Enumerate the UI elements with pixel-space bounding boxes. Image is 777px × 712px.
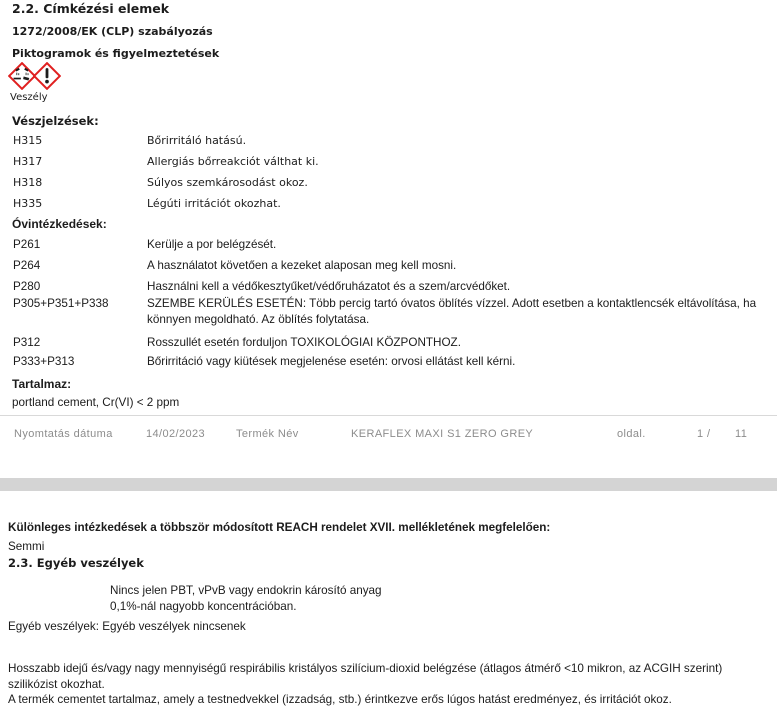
hazard-text: Bőrirritáló hatású. [147, 134, 247, 147]
hazard-text: Súlyos szemkárosodást okoz. [147, 176, 308, 189]
footer-product-name: KERAFLEX MAXI S1 ZERO GREY [351, 428, 534, 440]
contains-heading: Tartalmaz: [12, 377, 72, 391]
hazard-text: Allergiás bőrreakciót válthat ki. [147, 155, 319, 168]
silica-warning-paragraph: Hosszabb idejű és/vagy nagy mennyiségű respirábilis kristályos szilícium-dioxid belégzése (átlagos átmérő <10 mikron, az ACGIH szerint) szilikózist okozhat. [8, 662, 723, 691]
other-hazards-line: Egyéb veszélyek: Egyéb veszélyek nincsenek [8, 620, 246, 633]
ghs07-exclamation-icon [33, 62, 61, 90]
ghs-pictograms [8, 62, 68, 90]
hazard-code: H315 [13, 134, 43, 147]
reach-annex-heading: Különleges intézkedések a többször módosított REACH rendelet XVII. mellékletének megfelelően: [8, 521, 551, 534]
hazard-text: Légúti irritációt okozhat. [147, 197, 281, 210]
precaution-code: P264 [13, 259, 41, 272]
pictograms-heading: Piktogramok és figyelmeztetések [12, 47, 220, 60]
precaution-text: SZEMBE KERÜLÉS ESETÉN: Több percig tartó óvatos öblítés vízzel. Adott esetben a kontaktlencsék eltávolítása, ha könnyen megoldható. Az öblítés folytatása. [147, 297, 757, 326]
page-separator-band [0, 478, 777, 491]
precaution-code: P305+P351+P338 [13, 297, 109, 310]
precaution-code: P333+P313 [13, 355, 75, 368]
precaution-text: Használni kell a védőkesztyűket/védőruházatot és a szem/arcvédőket. [147, 280, 511, 293]
precaution-text: Bőrirritáció vagy kiütések megjelenése esetén: orvosi ellátást kell kérni. [147, 355, 516, 368]
footer-page-total: 11 [735, 428, 748, 440]
precaution-code: P280 [13, 280, 41, 293]
footer-divider [0, 415, 777, 416]
pbt-line-1: Nincs jelen PBT, vPvB vagy endokrin károsító anyag [110, 584, 382, 597]
footer-print-date-value: 14/02/2023 [146, 428, 206, 440]
ghs05-corrosion-icon [8, 62, 36, 90]
section-2-3-title: 2.3. Egyéb veszélyek [8, 556, 144, 570]
precaution-code: P261 [13, 238, 41, 251]
hazard-code: H318 [13, 176, 43, 189]
precaution-text: A használatot követően a kezeket alaposan meg kell mosni. [147, 259, 457, 272]
hazard-code: H317 [13, 155, 43, 168]
cement-warning-paragraph: A termék cementet tartalmaz, amely a testnedvekkel (izzadság, stb.) érintkezve erős lúgos hatást eredményez, és irritációt okoz. [8, 693, 672, 706]
precaution-text: Rosszullét esetén forduljon TOXIKOLÓGIAI KÖZPONTHOZ. [147, 336, 461, 349]
reach-annex-value: Semmi [8, 540, 45, 553]
precaution-code: P312 [13, 336, 41, 349]
hazard-code: H335 [13, 197, 43, 210]
section-2-2-title: 2.2. Címkézési elemek [12, 1, 170, 16]
pbt-line-2: 0,1%-nál nagyobb koncentrációban. [110, 599, 297, 613]
hazard-statements-heading: Vészjelzések: [12, 114, 99, 128]
precautionary-statements-heading: Óvintézkedések: [12, 217, 107, 231]
clp-regulation-line: 1272/2008/EK (CLP) szabályozás [12, 25, 213, 38]
footer-page-current: 1 / [697, 428, 711, 440]
precaution-text: Kerülje a por belégzését. [147, 238, 277, 251]
contains-text: portland cement, Cr(VI) < 2 ppm [12, 396, 180, 409]
footer-page-label: oldal. [617, 428, 646, 440]
signal-word: Veszély [10, 92, 48, 103]
footer-product-label: Termék Név [236, 428, 299, 440]
footer-print-date-label: Nyomtatás dátuma [14, 428, 113, 440]
pbt-statement [110, 583, 610, 614]
